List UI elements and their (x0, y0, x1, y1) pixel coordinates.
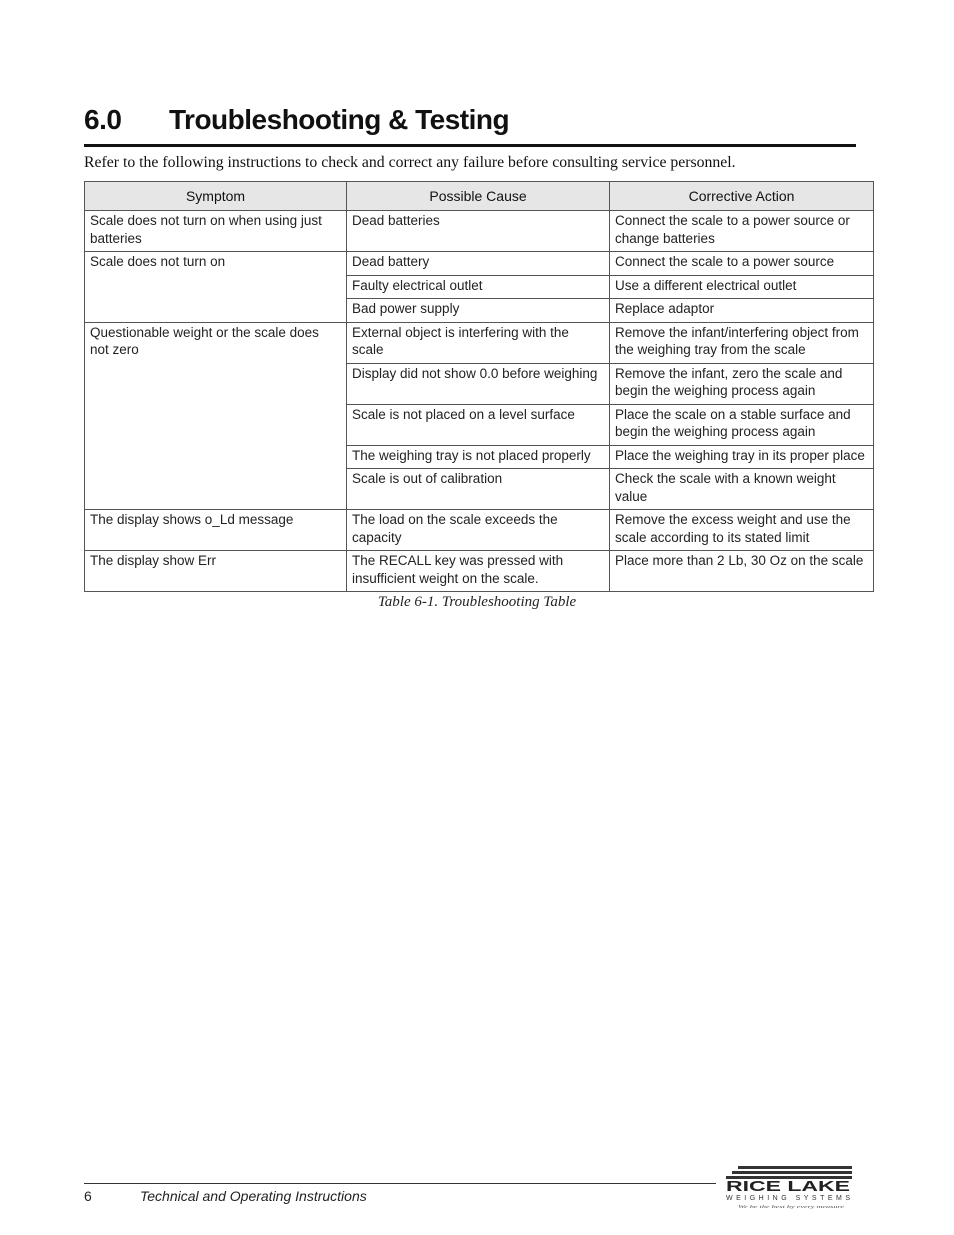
cause-cell: The RECALL key was pressed with insufficient weight on the scale. (347, 551, 610, 592)
cause-cell: Display did not show 0.0 before weighing (347, 363, 610, 404)
section-number: 6.0 (84, 104, 122, 135)
cause-cell: Faulty electrical outlet (347, 275, 610, 299)
action-cell: Use a different electrical outlet (610, 275, 874, 299)
footer-rule (84, 1183, 716, 1184)
table-row (85, 510, 874, 551)
action-cell: Place more than 2 Lb, 30 Oz on the scale (610, 551, 874, 592)
action-cell: Check the scale with a known weight value (610, 469, 874, 510)
action-cell: Place the weighing tray in its proper place (610, 445, 874, 469)
troubleshooting-table (84, 181, 874, 592)
cause-cell: The weighing tray is not placed properly (347, 445, 610, 469)
action-cell: Remove the infant/interfering object from the weighing tray from the scale (610, 322, 874, 363)
action-cell: Remove the excess weight and use the scale according to its stated limit (610, 510, 874, 551)
table-row (85, 211, 874, 252)
table-header-row (85, 182, 874, 211)
symptom-cell: Scale does not turn on (85, 252, 347, 323)
cause-cell: Dead battery (347, 252, 610, 276)
action-cell: Replace adaptor (610, 299, 874, 323)
table-caption: Table 6-1. Troubleshooting Table (377, 594, 577, 610)
symptom-cell: Questionable weight or the scale does not zero (85, 322, 347, 510)
page-number: 6 (84, 1188, 92, 1204)
cause-cell: Scale is not placed on a level surface (347, 404, 610, 445)
action-cell: Remove the infant, zero the scale and begin the weighing process again (610, 363, 874, 404)
logo-tagline: We be the best by every measure (738, 1204, 844, 1209)
header-symptom: Symptom (85, 182, 347, 211)
action-cell: Connect the scale to a power source or change batteries (610, 211, 874, 252)
action-cell: Connect the scale to a power source (610, 252, 874, 276)
logo-subtext: WEIGHING SYSTEMS (726, 1195, 850, 1202)
intro-paragraph: Refer to the following instructions to check and correct any failure before consulting service personnel. (84, 154, 736, 171)
action-cell: Place the scale on a stable surface and begin the weighing process again (610, 404, 874, 445)
header-possible-cause: Possible Cause (347, 182, 610, 211)
header-corrective-action: Corrective Action (610, 182, 874, 211)
table-row (85, 252, 874, 276)
table-row (85, 322, 874, 363)
table-row (85, 551, 874, 592)
cause-cell: Scale is out of calibration (347, 469, 610, 510)
section-title: Troubleshooting & Testing (169, 104, 510, 135)
symptom-cell: The display shows o_Ld message (85, 510, 347, 551)
section-heading (84, 98, 856, 147)
symptom-cell: The display show Err (85, 551, 347, 592)
logo-text: RICE LAKE (726, 1178, 850, 1195)
symptom-cell: Scale does not turn on when using just batteries (85, 211, 347, 252)
cause-cell: External object is interfering with the scale (347, 322, 610, 363)
footer-doc-title: Technical and Operating Instructions (140, 1188, 367, 1204)
rice-lake-logo (724, 1166, 852, 1212)
cause-cell: Bad power supply (347, 299, 610, 323)
cause-cell: The load on the scale exceeds the capacity (347, 510, 610, 551)
cause-cell: Dead batteries (347, 211, 610, 252)
